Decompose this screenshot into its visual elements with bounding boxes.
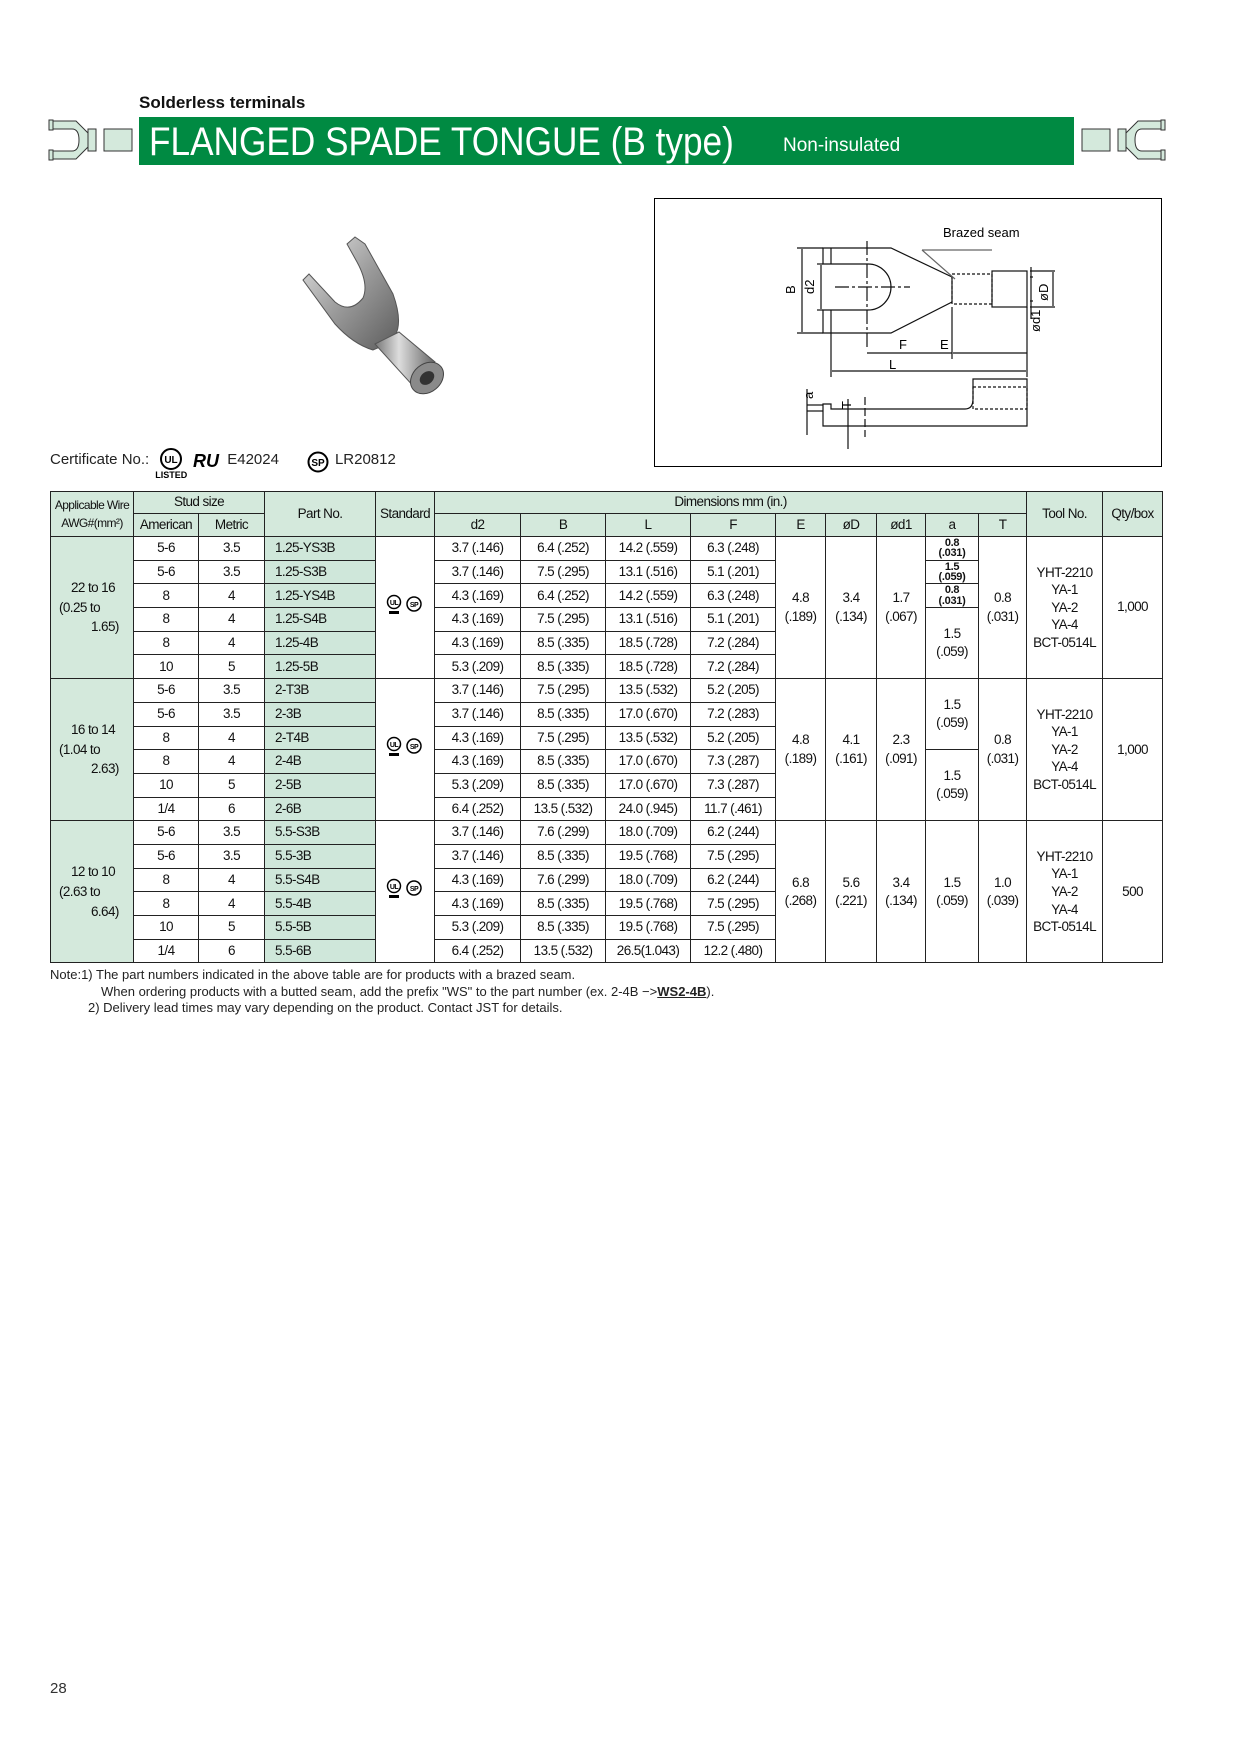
dim-d1-cell-line: (.067) [885,608,917,624]
header-stud-size: Stud size [134,492,265,514]
dim-d2-cell: 4.3 (.169) [435,750,521,774]
dim-d-cell-line: (.134) [835,608,867,624]
dim-a-cell-line: (.031) [938,547,966,560]
stud-american-cell: 1/4 [134,939,199,963]
stud-metric-cell: 5 [199,916,265,940]
wire-size-cell-line: (2.63 to [59,884,100,900]
stud-american-cell: 10 [134,773,199,797]
csa-icon [307,451,329,473]
dim-f-cell: 6.2 (.244) [691,821,776,845]
dim-l-cell: 17.0 (.670) [606,773,691,797]
page-number: 28 [50,1680,67,1697]
stud-metric-cell: 5 [199,655,265,679]
tool-number-cell-line: YA-4 [1051,901,1078,917]
dim-d2-cell: 4.3 (.169) [435,726,521,750]
dim-d2-cell: 5.3 (.209) [435,655,521,679]
tool-number-cell-line: YA-2 [1051,741,1078,757]
dim-t-cell [979,679,1027,821]
title-subtext: Non-insulated [783,135,901,156]
stud-american-cell: 8 [134,584,199,608]
part-number-cell: 2-5B [265,773,376,797]
dim-f-cell: 6.2 (.244) [691,868,776,892]
dim-d2-cell: 4.3 (.169) [435,584,521,608]
dim-t-cell [979,537,1027,679]
dim-a-cell [926,537,979,561]
dim-a-cell-line: 0.8 [944,536,960,549]
header-wire: Applicable Wire AWG#(mm²) [51,492,134,537]
stud-metric-cell: 3.5 [199,821,265,845]
header-metric: Metric [199,514,265,537]
stud-american-cell: 10 [134,655,199,679]
dim-t-cell-line: (.031) [986,750,1019,766]
dim-l-cell: 14.2 (.559) [606,584,691,608]
dim-f-cell: 5.1 (.201) [691,608,776,632]
stud-american-cell: 8 [134,726,199,750]
dim-d-cell [826,821,877,963]
wire-size-cell-line: (0.25 to [59,599,100,615]
dim-l-cell: 19.5 (.768) [606,892,691,916]
dim-b-cell: 8.5 (.335) [521,844,606,868]
header-qty-box: Qty/box [1103,492,1163,537]
tool-number-cell-line: YHT-2210 [1036,706,1093,722]
tool-number-cell-line: BCT-0514L [1033,777,1096,792]
stud-american-cell: 5-6 [134,702,199,726]
dim-d2-cell: 3.7 (.146) [435,537,521,561]
stud-metric-cell: 3.5 [199,537,265,561]
dim-a-cell-line: 1.5 [943,768,961,783]
svg-text:UL: UL [389,884,399,892]
svg-text:SP: SP [311,458,325,469]
ul-csa-icons [383,878,427,900]
stud-metric-cell: 4 [199,726,265,750]
svg-text:UL: UL [389,742,399,750]
part-number-cell: 1.25-5B [265,655,376,679]
dim-a-cell [926,750,979,821]
dim-l-cell: 26.5(1.043) [606,939,691,963]
tool-number-cell-line: BCT-0514L [1033,634,1096,650]
part-number-cell: 5.5-6B [265,939,376,963]
dim-a-label: a [801,391,816,399]
dim-a-cell [926,608,979,679]
header-L: L [606,514,691,537]
dim-b-cell: 7.5 (.295) [521,560,606,584]
dim-d2-cell: 4.3 (.169) [435,608,521,632]
dim-l-cell: 14.2 (.559) [606,537,691,561]
dim-a-cell-line: 0.8 [944,584,960,597]
note-1: Note:1) The part numbers indicated in the above table are for products with a brazed seam. [50,967,576,982]
stud-metric-cell: 5 [199,773,265,797]
svg-text:UL: UL [164,455,178,466]
dim-b-cell: 7.5 (.295) [521,608,606,632]
dim-b-cell: 6.4 (.252) [521,537,606,561]
wire-size-cell-line: 1.65) [91,619,119,635]
note-2: 2) Delivery lead times may vary depending on the product. Contact JST for details. [88,1000,563,1015]
dim-a-cell-line: (.059) [936,892,968,908]
header-F: F [691,514,776,537]
dim-d1-cell-line: 1.7 [892,590,910,606]
wire-size-cell [51,679,134,821]
dim-e-cell-line: (.268) [784,892,817,908]
dimension-drawing [654,198,1162,467]
stud-american-cell: 10 [134,916,199,940]
header-tool-no: Tool No. [1027,492,1103,537]
dim-a-cell-line: (.059) [938,571,966,584]
wire-size-cell [51,537,134,679]
certificate-label: Certificate No.: [50,451,150,468]
stud-american-cell: 8 [134,892,199,916]
product-photo [295,232,485,422]
dim-d2-label: d2 [802,279,817,294]
header-T: T [979,514,1027,537]
tool-number-cell-line: YA-4 [1051,617,1078,633]
dim-d-cell-line: (.221) [835,892,867,908]
part-number-cell: 5.5-S3B [265,821,376,845]
qty-per-box-cell: 1,000 [1103,679,1163,821]
stud-metric-cell: 3.5 [199,844,265,868]
dim-d2-cell: 4.3 (.169) [435,631,521,655]
dim-l-cell: 18.0 (.709) [606,868,691,892]
wire-size-cell-line: 12 to 10 [71,864,115,880]
dim-d1-cell-line: 3.4 [892,874,910,890]
tool-number-cell-line: YA-2 [1051,884,1078,900]
dim-D-label: øD [1036,283,1051,301]
ul-listed-mark [155,448,187,480]
dim-t-cell-line: 1.0 [994,874,1012,890]
dim-d-cell-line: 3.4 [842,590,860,606]
dim-e-cell-line: 6.8 [792,874,809,890]
ul-recognized-icon [193,451,221,471]
dim-a-cell [926,584,979,608]
dim-d-cell [826,537,877,679]
header-dimensions: Dimensions mm (in.) [435,492,1027,514]
dim-l-cell: 18.0 (.709) [606,821,691,845]
tool-number-cell-line: YA-1 [1051,582,1078,598]
part-number-cell: 2-4B [265,750,376,774]
dim-f-cell: 12.2 (.480) [691,939,776,963]
dim-d-cell-line: 4.1 [842,732,860,748]
dim-b-cell: 8.5 (.335) [521,892,606,916]
dim-b-cell: 8.5 (.335) [521,773,606,797]
dim-a-cell [926,560,979,584]
dim-t-cell-line: 0.8 [994,732,1012,748]
stud-metric-cell: 4 [199,584,265,608]
table-row [51,821,1163,845]
dim-a-cell [926,679,979,750]
stud-american-cell: 1/4 [134,797,199,821]
dim-b-cell: 7.5 (.295) [521,726,606,750]
stud-metric-cell: 3.5 [199,702,265,726]
dim-f-cell: 7.2 (.284) [691,631,776,655]
standard-cell [376,821,435,963]
dim-d1-cell-line: (.134) [885,892,917,908]
dim-f-cell: 5.2 (.205) [691,726,776,750]
dim-d2-cell: 3.7 (.146) [435,844,521,868]
qty-per-box-cell: 500 [1103,821,1163,963]
dim-f-cell: 7.3 (.287) [691,773,776,797]
dim-f-cell: 7.5 (.295) [691,844,776,868]
stud-metric-cell: 6 [199,797,265,821]
part-number-cell: 1.25-YS3B [265,537,376,561]
dim-l-cell: 19.5 (.768) [606,844,691,868]
dim-e-cell-line: 4.8 [792,590,809,606]
title-banner [139,117,1074,165]
dim-e-cell-line: 4.8 [792,732,809,748]
header-D: øD [826,514,877,537]
dim-d1-cell [877,679,926,821]
header-a: a [926,514,979,537]
dim-b-cell: 13.5 (.532) [521,939,606,963]
dim-L-label: L [889,357,897,372]
part-number-cell: 2-T3B [265,679,376,703]
dim-E-label: E [940,337,949,352]
dim-e-cell-line: (.189) [784,608,817,624]
dim-d1-cell [877,821,926,963]
dim-d1-cell-line: 2.3 [892,732,910,748]
dim-l-cell: 18.5 (.728) [606,631,691,655]
wire-size-cell-line: 6.64) [91,903,119,919]
dim-l-cell: 13.1 (.516) [606,608,691,632]
stud-american-cell: 5-6 [134,844,199,868]
stud-american-cell: 5-6 [134,560,199,584]
dim-b-cell: 7.6 (.299) [521,868,606,892]
page-title: FLANGED SPADE TONGUE (B type) [149,120,734,164]
part-number-cell: 5.5-3B [265,844,376,868]
dim-l-cell: 24.0 (.945) [606,797,691,821]
dim-f-cell: 11.7 (.461) [691,797,776,821]
dim-d1-cell-line: (.091) [885,750,917,766]
stud-american-cell: 5-6 [134,537,199,561]
stud-metric-cell: 4 [199,631,265,655]
dim-d-cell-line: (.161) [835,750,867,766]
part-number-cell: 2-T4B [265,726,376,750]
dim-d1-cell [877,537,926,679]
ul-csa-icons [383,736,427,758]
tool-number-cell-line: YA-1 [1051,866,1078,882]
dim-b-cell: 8.5 (.335) [521,702,606,726]
dim-a-cell-line: (.059) [936,786,968,802]
part-number-cell: 2-3B [265,702,376,726]
wire-size-cell-line: 2.63) [91,761,119,777]
dim-f-cell: 6.3 (.248) [691,584,776,608]
dim-d2-cell: 6.4 (.252) [435,797,521,821]
dim-d2-cell: 4.3 (.169) [435,868,521,892]
dim-a-cell-line: 1.5 [944,560,960,573]
ul-csa-icons [383,594,427,616]
dim-t-cell-line: (.039) [986,892,1019,908]
brazed-seam-label: Brazed seam [943,225,1020,240]
svg-text:RU: RU [193,451,220,471]
spade-terminal-icon [48,115,134,165]
tool-number-cell-line: YA-2 [1051,599,1078,615]
dim-b-cell: 13.5 (.532) [521,797,606,821]
tool-number-cell [1027,537,1103,679]
stud-metric-cell: 4 [199,750,265,774]
tool-number-cell-line: YA-4 [1051,759,1078,775]
svg-text:SP: SP [409,744,419,752]
header-american: American [134,514,199,537]
part-number-cell: 2-6B [265,797,376,821]
dim-f-cell: 7.5 (.295) [691,916,776,940]
dim-b-cell: 7.6 (.299) [521,821,606,845]
stud-american-cell: 5-6 [134,679,199,703]
dim-b-cell: 8.5 (.335) [521,750,606,774]
ul-listed-text: LISTED [155,470,188,480]
dim-d2-cell: 3.7 (.146) [435,821,521,845]
wire-size-cell [51,821,134,963]
dim-l-cell: 17.0 (.670) [606,702,691,726]
dim-F-label: F [899,337,907,352]
svg-text:UL: UL [389,599,399,607]
header-E: E [776,514,826,537]
header-d2: d2 [435,514,521,537]
stud-american-cell: 8 [134,868,199,892]
dim-a-cell-line: (.059) [936,715,968,731]
wire-size-cell-line: 22 to 16 [71,580,115,596]
dim-f-cell: 7.5 (.295) [691,892,776,916]
csa-certificate-number: LR20812 [334,451,396,468]
dim-l-cell: 18.5 (.728) [606,655,691,679]
stud-american-cell: 8 [134,631,199,655]
dim-l-cell: 19.5 (.768) [606,916,691,940]
stud-metric-cell: 6 [199,939,265,963]
tool-number-cell-line: YHT-2210 [1036,848,1093,864]
header-part-no: Part No. [265,492,376,537]
tool-number-cell-line: YA-1 [1051,724,1078,740]
dim-f-cell: 7.2 (.284) [691,655,776,679]
dim-a-cell-line: 1.5 [943,696,961,712]
dim-d2-cell: 5.3 (.209) [435,773,521,797]
part-number-cell: 5.5-S4B [265,868,376,892]
qty-per-box-cell: 1,000 [1103,537,1163,679]
dim-a-cell-line: (.031) [938,594,966,607]
specifications-table [50,491,1163,963]
dim-d-cell-line: 5.6 [842,874,860,890]
notes [50,967,714,1017]
dim-e-cell [776,537,826,679]
dim-d2-cell: 3.7 (.146) [435,560,521,584]
svg-text:SP: SP [409,601,419,609]
stud-american-cell: 8 [134,750,199,774]
dim-a-cell [926,821,979,963]
dim-l-cell: 17.0 (.670) [606,750,691,774]
stud-metric-cell: 4 [199,892,265,916]
tool-number-cell-line: YHT-2210 [1036,564,1093,580]
standard-cell [376,679,435,821]
part-number-cell: 1.25-4B [265,631,376,655]
dim-e-cell [776,821,826,963]
dim-d2-cell: 3.7 (.146) [435,702,521,726]
dim-d1-label: ød1 [1028,309,1043,332]
table-row [51,537,1163,561]
dim-B-label: B [783,285,798,294]
part-number-cell: 1.25-S4B [265,608,376,632]
dim-e-cell [776,679,826,821]
dim-b-cell: 8.5 (.335) [521,631,606,655]
dim-d-cell [826,679,877,821]
dim-b-cell: 8.5 (.335) [521,916,606,940]
dim-f-cell: 7.3 (.287) [691,750,776,774]
section-subtitle: Solderless terminals [139,93,306,112]
dim-e-cell-line: (.189) [784,750,817,766]
stud-metric-cell: 3.5 [199,679,265,703]
dim-b-cell: 6.4 (.252) [521,584,606,608]
table-row [51,679,1163,703]
dim-a-cell-line: 1.5 [943,625,961,641]
dim-l-cell: 13.5 (.532) [606,679,691,703]
dim-b-cell: 7.5 (.295) [521,679,606,703]
stud-metric-cell: 3.5 [199,560,265,584]
spade-terminal-icon [1080,115,1166,165]
dim-T-label: T [839,401,854,409]
header-B: B [521,514,606,537]
tool-number-cell [1027,679,1103,821]
dim-t-cell-line: (.031) [986,608,1019,624]
dim-a-cell-line: 1.5 [943,874,961,890]
dim-t-cell [979,821,1027,963]
stud-metric-cell: 4 [199,868,265,892]
dim-l-cell: 13.5 (.532) [606,726,691,750]
ul-listed-icon [159,448,183,470]
note-1b: When ordering products with a butted seam, add the prefix "WS" to the part number (ex. 2-4B −>WS2-4B). [101,983,715,999]
dim-d2-cell: 5.3 (.209) [435,916,521,940]
dim-f-cell: 5.1 (.201) [691,560,776,584]
part-number-cell: 5.5-4B [265,892,376,916]
svg-text:SP: SP [409,886,419,894]
dim-f-cell: 5.2 (.205) [691,679,776,703]
dim-b-cell: 8.5 (.335) [521,655,606,679]
dim-f-cell: 6.3 (.248) [691,537,776,561]
part-number-cell: 1.25-S3B [265,560,376,584]
dim-d2-cell: 3.7 (.146) [435,679,521,703]
stud-american-cell: 5-6 [134,821,199,845]
dim-d2-cell: 4.3 (.169) [435,892,521,916]
tool-number-cell [1027,821,1103,963]
dim-a-cell-line: (.059) [936,644,968,660]
part-number-cell: 1.25-YS4B [265,584,376,608]
dim-f-cell: 7.2 (.283) [691,702,776,726]
stud-american-cell: 8 [134,608,199,632]
tool-number-cell-line: BCT-0514L [1033,919,1096,935]
part-number-cell: 5.5-5B [265,916,376,940]
ul-certificate-number: E42024 [227,451,279,468]
stud-metric-cell: 4 [199,608,265,632]
dim-t-cell-line: 0.8 [994,590,1012,606]
certificate-line [50,447,396,480]
header-d1: ød1 [877,514,926,537]
dim-d2-cell: 6.4 (.252) [435,939,521,963]
wire-size-cell-line: (1.04 to [59,741,100,757]
header-standard: Standard [376,492,435,537]
standard-cell [376,537,435,679]
dim-l-cell: 13.1 (.516) [606,560,691,584]
wire-size-cell-line: 16 to 14 [71,722,115,738]
